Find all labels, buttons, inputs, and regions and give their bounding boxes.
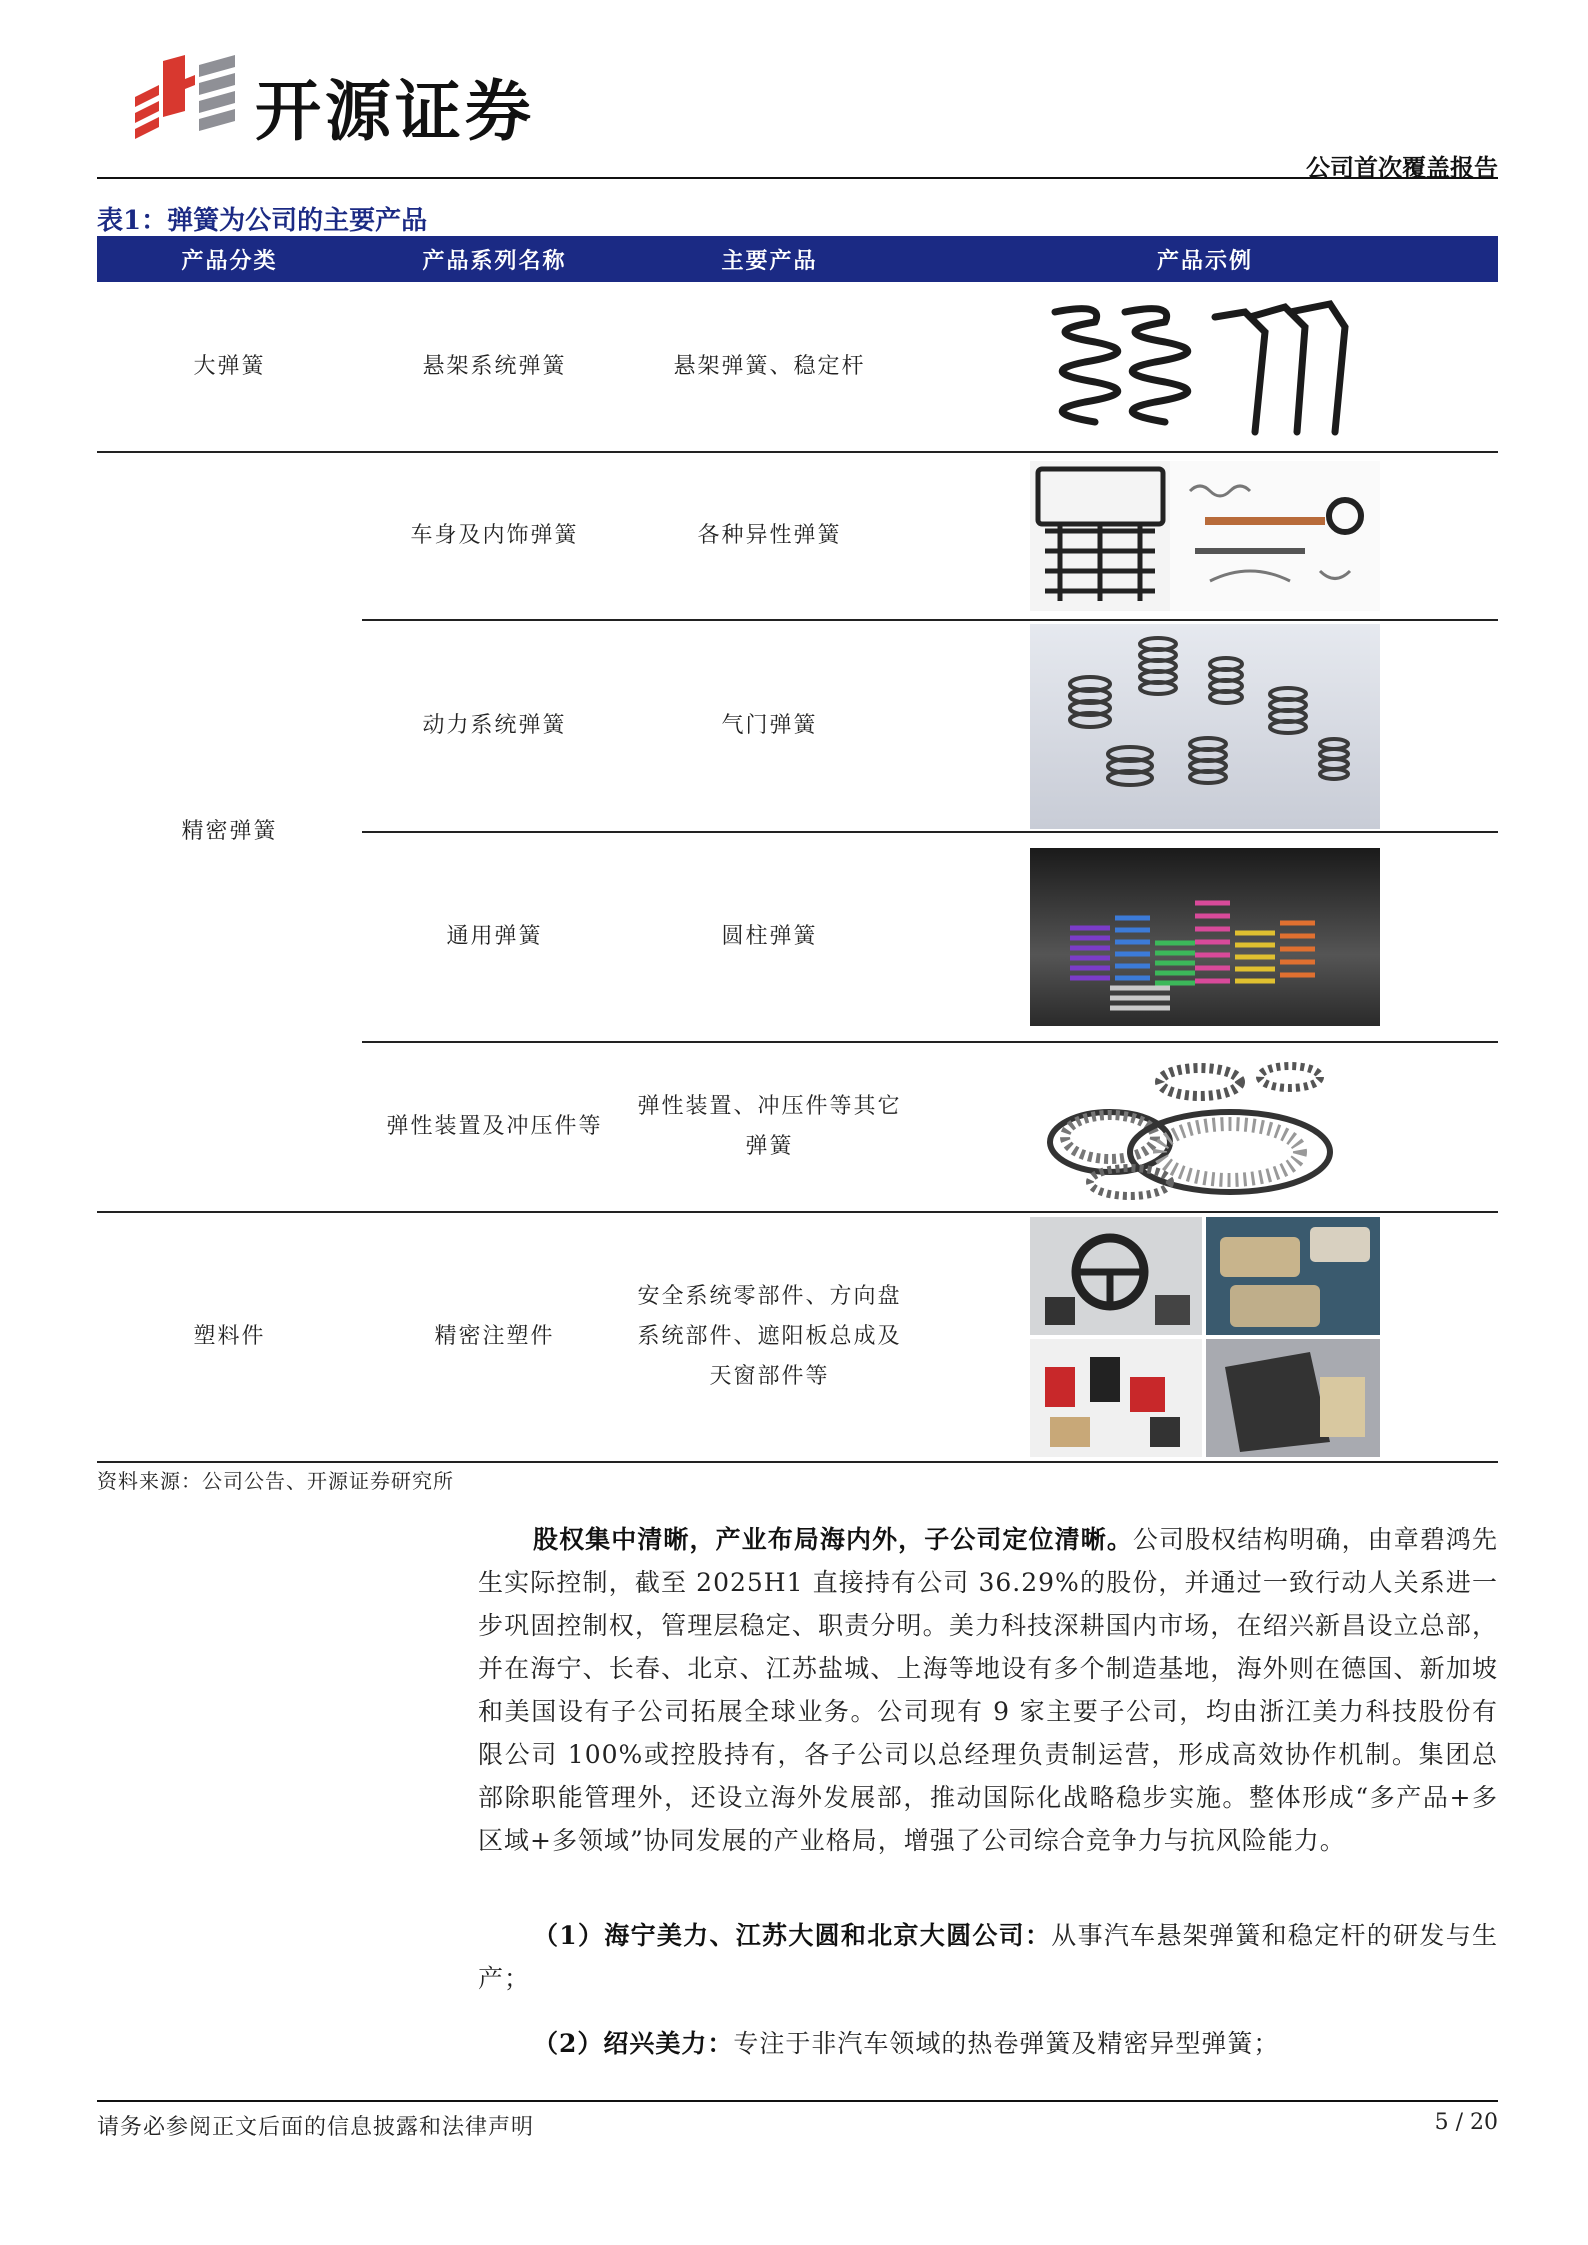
paragraph xyxy=(478,1518,1498,1862)
products-line: 天窗部件等 xyxy=(709,1364,830,1389)
footer-divider xyxy=(97,2100,1498,2102)
category-cell: 精密弹簧 xyxy=(97,452,362,1212)
series-cell: 动力系统弹簧 xyxy=(362,620,627,832)
category-cell: 大弹簧 xyxy=(97,282,362,452)
products-line: 弹簧 xyxy=(745,1134,794,1159)
products-cell: 悬架弹簧、稳定杆 xyxy=(627,282,912,452)
series-cell: 车身及内饰弹簧 xyxy=(362,452,627,620)
table-row xyxy=(97,1212,1498,1462)
kaiyuan-logo-icon xyxy=(135,55,245,145)
column-header: 主要产品 xyxy=(627,236,912,282)
table-header-row xyxy=(97,236,1498,282)
header-divider xyxy=(97,177,1498,179)
page-header xyxy=(0,0,1588,180)
paragraph-text: 公司股权结构明确，由章碧鸿先生实际控制，截至 2025H1 直接持有公司 36.29%的股份，并通过一致行动人关系进一步巩固控制权，管理层稳定、职责分明。美力科技深耕国内市场，在绍兴新昌设立总部，并在海宁、长春、北京、江苏盐城、上海等地设有多个制造基地，海外则在德国、新加坡和美国设有子公司拓展全球业务。公司现有 9 家主要子公司，均由浙江美力科技股份有限公司 100%或控股持有，各子公司以总经理负责制运营，形成高效协作机制。集团总部除职能管理外，还设立海外发展部，推动国际化战略稳步实施。整体形成“多产品+多区域+多领域”协同发展的产业格局，增强了公司综合竞争力与抗风险能力。 xyxy=(478,1525,1498,1855)
example-cell xyxy=(912,620,1498,832)
precision-injection-parts-image xyxy=(1030,1217,1380,1457)
footer-disclaimer: 请务必参阅正文后面的信息披露和法律声明 xyxy=(97,2115,535,2140)
products-line: 弹性装置、冲压件等其它 xyxy=(637,1094,902,1119)
example-cell xyxy=(912,832,1498,1042)
column-header: 产品分类 xyxy=(97,236,362,282)
series-cell: 精密注塑件 xyxy=(362,1212,627,1462)
example-cell xyxy=(912,282,1498,452)
paragraph xyxy=(478,1914,1498,2000)
paragraph xyxy=(478,2022,1498,2065)
elastic-device-stamping-image xyxy=(1040,1052,1370,1202)
series-cell: 通用弹簧 xyxy=(362,832,627,1042)
example-cell xyxy=(912,1042,1498,1212)
products-cell: 各种异性弹簧 xyxy=(627,452,912,620)
brand-name: 开源证券 xyxy=(255,73,535,150)
table-row xyxy=(97,282,1498,452)
products-cell xyxy=(627,1042,912,1212)
example-cell xyxy=(912,452,1498,620)
products-table xyxy=(97,236,1498,1463)
paragraph-lead: （1）海宁美力、江苏大圆和北京大圆公司： xyxy=(533,1921,1052,1950)
paragraph-text: 从事汽车悬架弹簧和稳定杆的研发与生产； xyxy=(478,1921,1498,1993)
suspension-spring-image xyxy=(1035,292,1375,442)
example-cell xyxy=(912,1212,1498,1462)
category-cell: 塑料件 xyxy=(97,1212,362,1462)
table-source: 资料来源：公司公告、开源证券研究所 xyxy=(97,1469,454,1493)
cylindrical-spring-image xyxy=(1030,848,1380,1026)
products-cell: 圆柱弹簧 xyxy=(627,832,912,1042)
valve-spring-image xyxy=(1030,624,1380,829)
paragraph-lead: （2）绍兴美力： xyxy=(533,2029,734,2058)
table-row xyxy=(97,452,1498,620)
table-title: 表1：弹簧为公司的主要产品 xyxy=(97,206,428,236)
report-type: 公司首次覆盖报告 xyxy=(1306,153,1498,182)
paragraph-lead: 股权集中清晰，产业布局海内外，子公司定位清晰。 xyxy=(533,1525,1133,1554)
body-interior-spring-image xyxy=(1030,461,1380,611)
page-number: 5 / 20 xyxy=(1434,2110,1498,2135)
products-cell: 气门弹簧 xyxy=(627,620,912,832)
products-line: 系统部件、遮阳板总成及 xyxy=(637,1324,902,1349)
products-cell xyxy=(627,1212,912,1462)
products-line: 安全系统零部件、方向盘 xyxy=(637,1284,902,1309)
column-header: 产品示例 xyxy=(912,236,1498,282)
column-header: 产品系列名称 xyxy=(362,236,627,282)
series-cell: 悬架系统弹簧 xyxy=(362,282,627,452)
paragraph-text: 专注于非汽车领域的热卷弹簧及精密异型弹簧； xyxy=(733,2029,1280,2058)
series-cell: 弹性装置及冲压件等 xyxy=(362,1042,627,1212)
